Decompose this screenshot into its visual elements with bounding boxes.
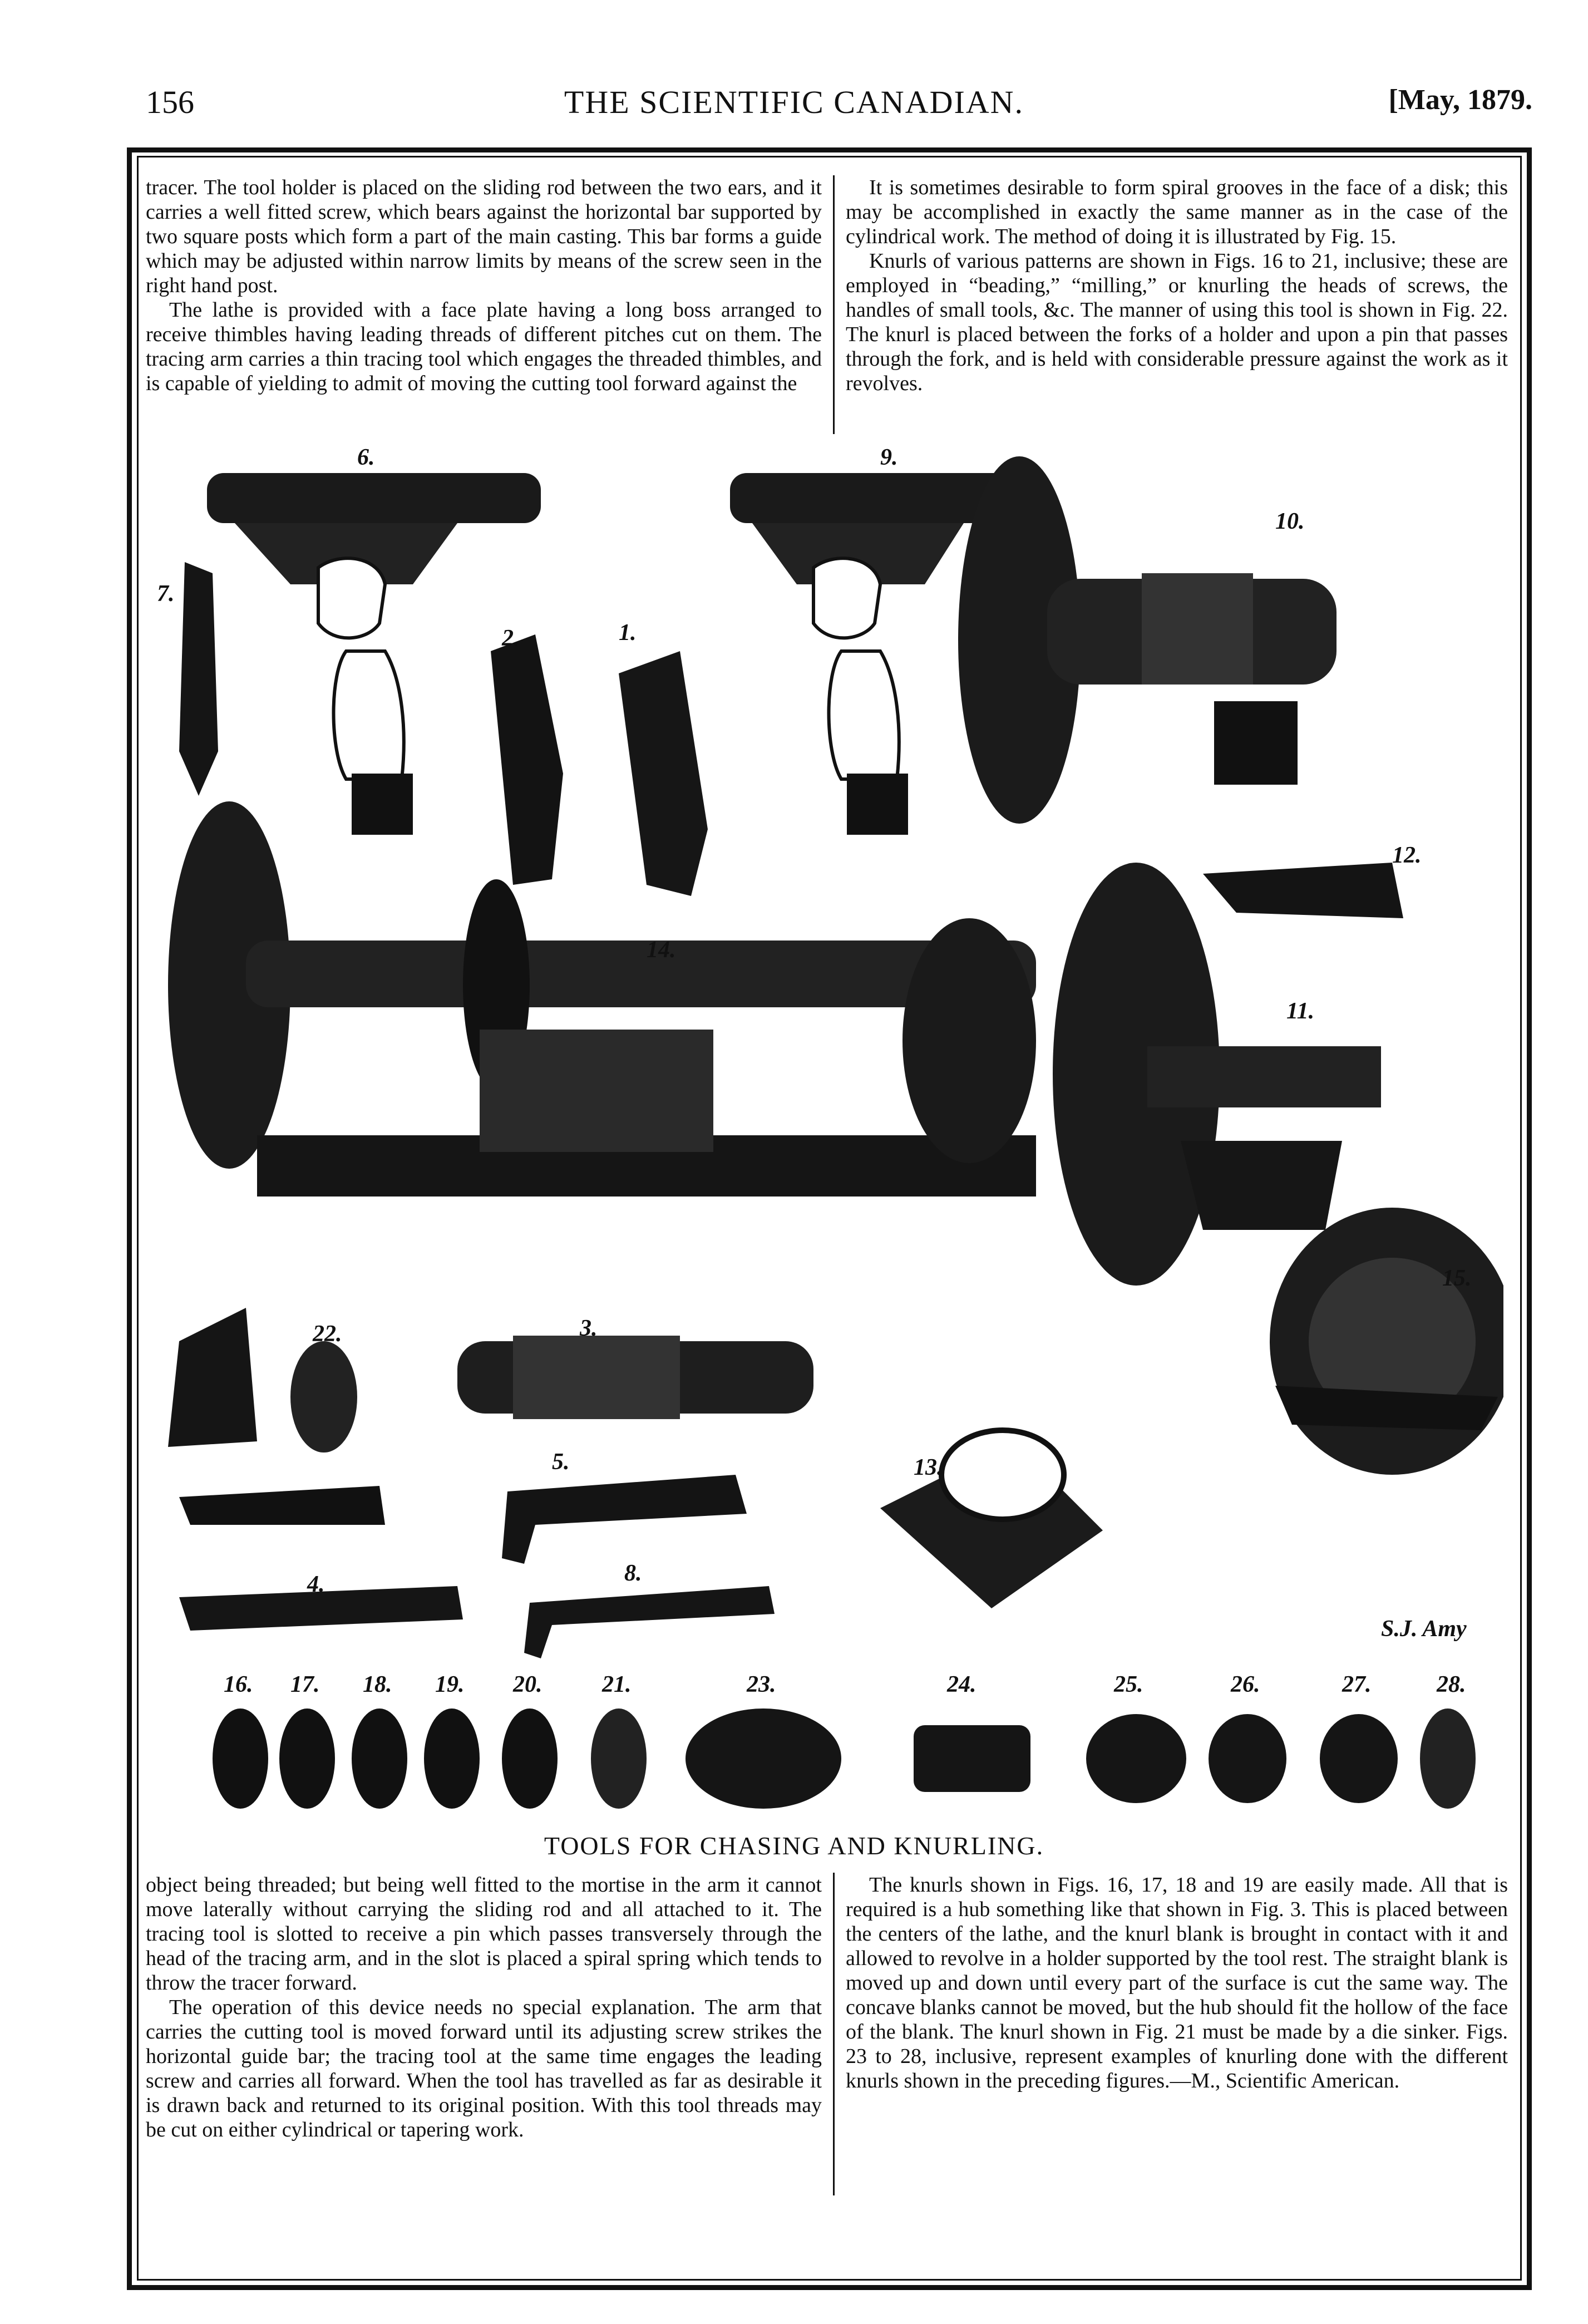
fig-label-28: 28. <box>1437 1672 1466 1697</box>
paragraph: Knurls of various patterns are shown in Figs. 16 to 21, inclusive; these are employed in “beading,” “milling,” or knurling the heads of screws, the handles of small tools, &c. The manner of using this tool is shown in Fig. 22. The knurl is placed between the forks of a holder and upon a pin that passes through the fork, and is held with considerable pressure against the work as it revolves. <box>846 249 1508 395</box>
fig-label-26: 26. <box>1231 1672 1260 1697</box>
engraving-fig-1 <box>619 651 708 896</box>
top-right-column <box>846 175 1508 434</box>
engraving-fig-5 <box>502 1475 747 1564</box>
engraving-plate <box>146 440 1503 1828</box>
paragraph: The operation of this device needs no special explanation. The arm that carries the cutting tool is moved forward until its adjusting screw strikes the horizontal guide bar; the tracing tool at the same time engages the leading screw and carries all forward. When the tool has travelled as far as desirable it is drawn back and returned to its original position. With this tool threads may be cut on either cylindrical or tapering work. <box>146 1996 822 2141</box>
fig-label-9: 9. <box>880 445 898 470</box>
figure-caption: TOOLS FOR CHASING AND KNURLING. <box>544 1831 1044 1860</box>
engraving-fig-7 <box>179 562 218 796</box>
engraver-signature: S.J. Amy <box>1381 1616 1467 1642</box>
fig-label-11: 11. <box>1286 998 1315 1024</box>
column-rule <box>833 175 835 434</box>
engraving-fig-2 <box>491 634 563 885</box>
fig-label-12: 12. <box>1392 843 1422 868</box>
bottom-right-column <box>846 1873 1508 2195</box>
page-number: 156 <box>146 84 194 120</box>
fig-label-23: 23. <box>747 1672 776 1697</box>
fig-label-1: 1. <box>619 620 637 646</box>
fig-label-6: 6. <box>357 445 375 470</box>
engraving-knurl-row <box>213 1708 1476 1809</box>
paragraph: tracer. The tool holder is placed on the sliding rod between the two ears, and it carries a well fitted screw, which bears against the horizontal bar supported by two square posts which form a part of the main casting. This bar forms a guide which may be adjusted within narrow limits by means of the screw seen in the right hand post. <box>146 176 822 297</box>
fig-label-13: 13. <box>914 1455 943 1480</box>
journal-title: THE SCIENTIFIC CANADIAN. <box>564 84 1024 120</box>
paragraph: The knurls shown in Figs. 16, 17, 18 and 19 are easily made. All that is required is a hub something like that shown in Fig. 3. This is placed between the centers of the lathe, and the knurl blank is brought in contact with it and allowed to revolve in a holder supported by the tool rest. The straight blank is moved up and down until every part of the surface is cut the same way. The concave blanks cannot be moved, but the hub should fit the hollow of the face of the blank. The knurl shown in Fig. 21 must be made by a die sinker. Figs. 23 to 28, inclusive, represent examples of knurling done with the different knurls shown in the preceding figures.—M., Scientific American. <box>846 1873 1508 2092</box>
engraving-fig-11 <box>1053 863 1381 1286</box>
fig-label-7: 7. <box>157 581 175 607</box>
engraving-fig-15 <box>1270 1208 1503 1475</box>
bottom-left-column <box>146 1873 822 2195</box>
paragraph: The lathe is provided with a face plate having a long boss arranged to receive thimbles having leading threads of different pitches cut on them. The tracing arm carries a thin tracing tool which engages the threaded thimbles, and is capable of yielding to admit of moving the cutting tool forward against the <box>146 298 822 395</box>
engraving-fig-6 <box>207 473 541 835</box>
issue-date: [May, 1879. <box>1388 84 1532 116</box>
fig-label-2: 2. <box>502 626 520 651</box>
paragraph: It is sometimes desirable to form spiral grooves in the face of a disk; this may be accomplished in exactly the same manner as in the case of the cylindrical work. The method of doing it is illustrated by Fig. 15. <box>846 176 1508 248</box>
fig-label-3: 3. <box>580 1316 598 1341</box>
fig-label-10: 10. <box>1275 509 1305 534</box>
engraving-fig-3 <box>457 1336 813 1419</box>
fig-label-27: 27. <box>1342 1672 1372 1697</box>
fig-label-18: 18. <box>363 1672 392 1697</box>
fig-label-5: 5. <box>552 1449 570 1475</box>
fig-label-22: 22. <box>313 1321 342 1347</box>
top-left-column <box>146 175 822 434</box>
column-rule <box>833 1873 835 2195</box>
fig-label-21: 21. <box>602 1672 632 1697</box>
engraving-fig-14 <box>168 801 1036 1197</box>
running-head <box>0 0 1588 128</box>
fig-label-16: 16. <box>224 1672 253 1697</box>
fig-label-8: 8. <box>624 1560 642 1586</box>
engraving-fig-22 <box>168 1308 385 1525</box>
engraving-fig-12 <box>1203 863 1403 918</box>
fig-label-14: 14. <box>647 937 676 963</box>
paragraph: object being threaded; but being well fitted to the mortise in the arm it cannot move laterally without carrying the sliding rod and all attached to it. The tracing tool is slotted to receive a pin which passes transversely through the head of the tracing arm, and in the slot is placed a spiral spring which tends to throw the tracer forward. <box>146 1873 822 1995</box>
fig-label-20: 20. <box>513 1672 543 1697</box>
fig-label-4: 4. <box>307 1572 325 1597</box>
fig-label-15: 15. <box>1442 1266 1472 1291</box>
fig-label-24: 24. <box>947 1672 977 1697</box>
fig-label-17: 17. <box>290 1672 320 1697</box>
engraving-fig-8 <box>524 1586 775 1658</box>
fig-label-19: 19. <box>435 1672 465 1697</box>
fig-label-25: 25. <box>1114 1672 1143 1697</box>
